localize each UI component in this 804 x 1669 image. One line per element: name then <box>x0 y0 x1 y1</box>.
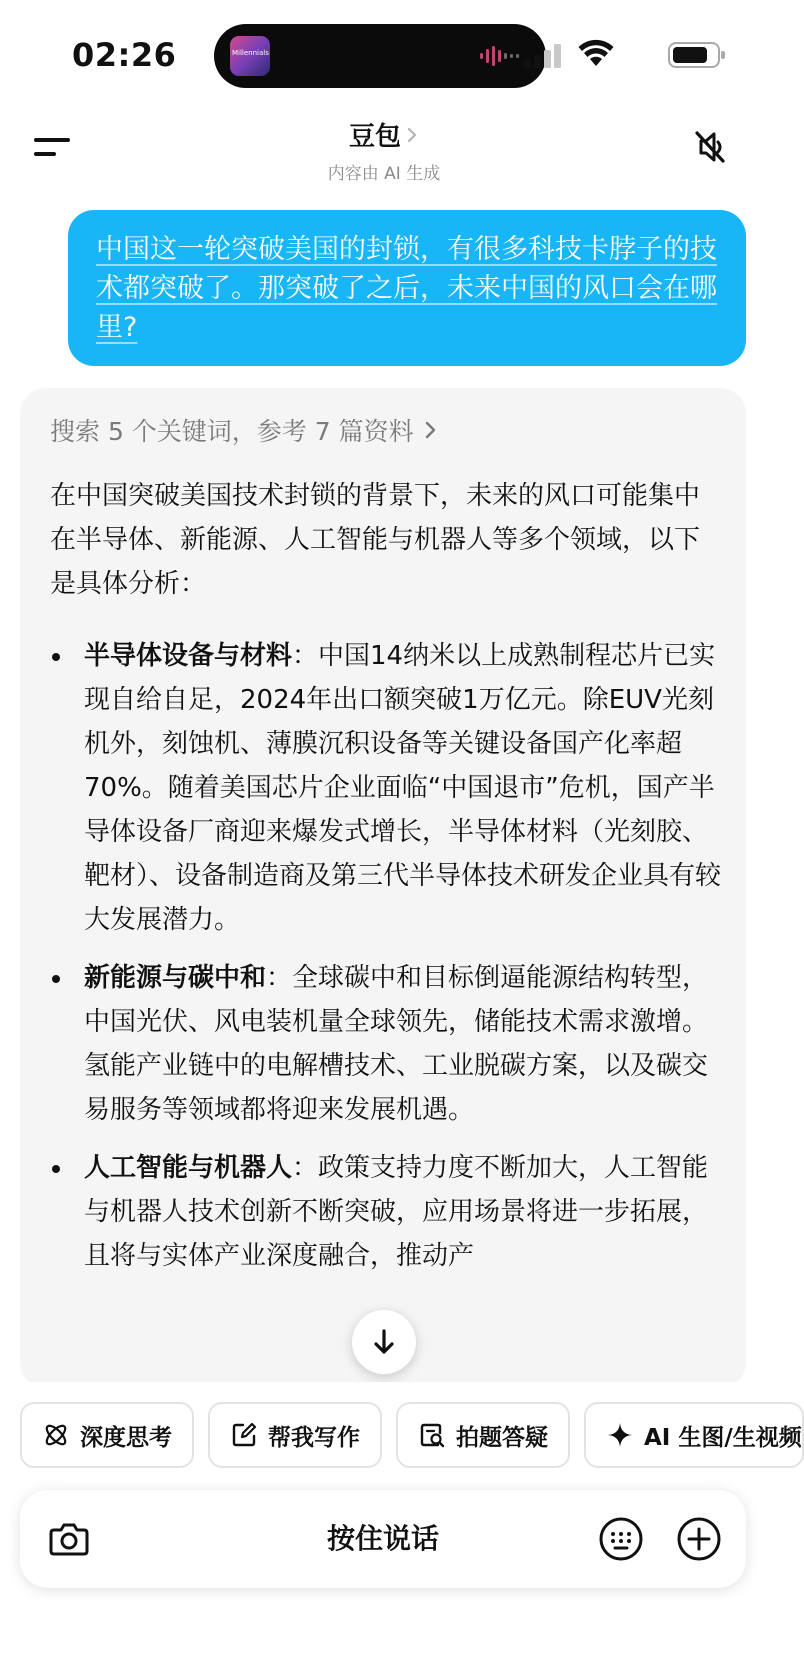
bullet-body: ：中国14纳米以上成熟制程芯片已实现自给自足，2024年出口额突破1万亿元。除EUV光刻机外，刻蚀机、薄膜沉积设备等关键设备国产化率超70%。随着美国芯片企业面临“中国退市”危机，国产半导体设备厂商迎来爆发式增长，半导体材料（光刻胶、靶材）、设备制造商及第三代半导体技术研发企业具有较大发展潜力。 <box>84 641 722 935</box>
bullet-body: ：政策支持力度不断加大，人工智能与机器人技术创新不断突破，应用场景将进一步拓展，且将与实体产业深度融合，推动产 <box>84 1153 709 1271</box>
bullet-title: 人工智能与机器人 <box>84 1153 293 1183</box>
album-art-icon <box>230 36 270 76</box>
speaker-muted-icon[interactable] <box>692 128 728 166</box>
bot-title-button[interactable] <box>349 116 419 153</box>
chevron-right-icon <box>405 125 419 145</box>
ai-image-chip[interactable] <box>584 1402 804 1468</box>
list-item <box>50 956 730 1132</box>
write-chip[interactable] <box>208 1402 382 1468</box>
status-bar <box>0 0 768 110</box>
list-item <box>50 1146 730 1278</box>
chip-label: AI 生图/生视频 <box>644 1424 802 1451</box>
keyboard-icon[interactable] <box>598 1516 644 1562</box>
chip-label: 帮我写作 <box>268 1424 360 1451</box>
hold-to-talk-button[interactable]: 按住说话 <box>326 1522 439 1555</box>
photo-question-chip[interactable] <box>396 1402 570 1468</box>
chip-label: 拍题答疑 <box>456 1424 548 1451</box>
chevron-right-icon <box>424 419 438 441</box>
search-summary-text: 搜索 5 个关键词，参考 7 篇资料 <box>50 417 414 446</box>
search-references-link[interactable] <box>50 412 438 448</box>
cellular-signal-icon <box>524 44 564 68</box>
atom-icon <box>42 1421 70 1449</box>
user-message-text: 中国这一轮突破美国的封锁，有很多科技卡脖子的技术都突破了。那突破了之后，未来中国的风口会在哪里? <box>96 234 717 343</box>
scroll-to-bottom-button[interactable] <box>352 1310 416 1374</box>
camera-icon[interactable] <box>46 1516 92 1562</box>
composer-area <box>0 1382 802 1669</box>
user-message-bubble[interactable] <box>68 210 746 366</box>
list-item <box>50 634 730 942</box>
page-title: 豆包 <box>348 122 401 152</box>
wifi-icon <box>578 40 614 68</box>
chip-label: 深度思考 <box>80 1424 172 1451</box>
bullet-title: 半导体设备与材料 <box>84 641 293 671</box>
plus-circle-icon[interactable] <box>676 1516 722 1562</box>
bullet-body: ：全球碳中和目标倒逼能源结构转型，中国光伏、风电装机量全球领先，储能技术需求激增。氢能产业链中的电解槽技术、工业脱碳方案，以及碳交易服务等领域都将迎来发展机遇。 <box>84 963 709 1125</box>
bot-answer-card <box>20 388 746 1388</box>
input-bar <box>20 1490 746 1588</box>
sparkle-icon <box>606 1421 634 1449</box>
status-time: 02:26 <box>72 36 177 74</box>
album-art-text: Millennials <box>232 49 269 57</box>
ai-generated-notice: 内容由 AI 生成 <box>327 164 441 184</box>
battery-icon <box>668 42 726 68</box>
header-title-area <box>0 116 768 184</box>
dynamic-island[interactable] <box>214 24 546 88</box>
chat-header <box>0 110 768 200</box>
deep-thinking-chip[interactable] <box>20 1402 194 1468</box>
answer-intro: 在中国突破美国技术封锁的背景下，未来的风口可能集中在半导体、新能源、人工智能与机器人等多个领域，以下是具体分析： <box>50 481 701 599</box>
bullet-title: 新能源与碳中和 <box>84 963 267 993</box>
status-indicators <box>506 40 726 68</box>
edit-icon <box>230 1421 258 1449</box>
scan-question-icon <box>418 1421 446 1449</box>
answer-bullet-list <box>50 634 730 1292</box>
arrow-down-icon <box>369 1327 399 1357</box>
